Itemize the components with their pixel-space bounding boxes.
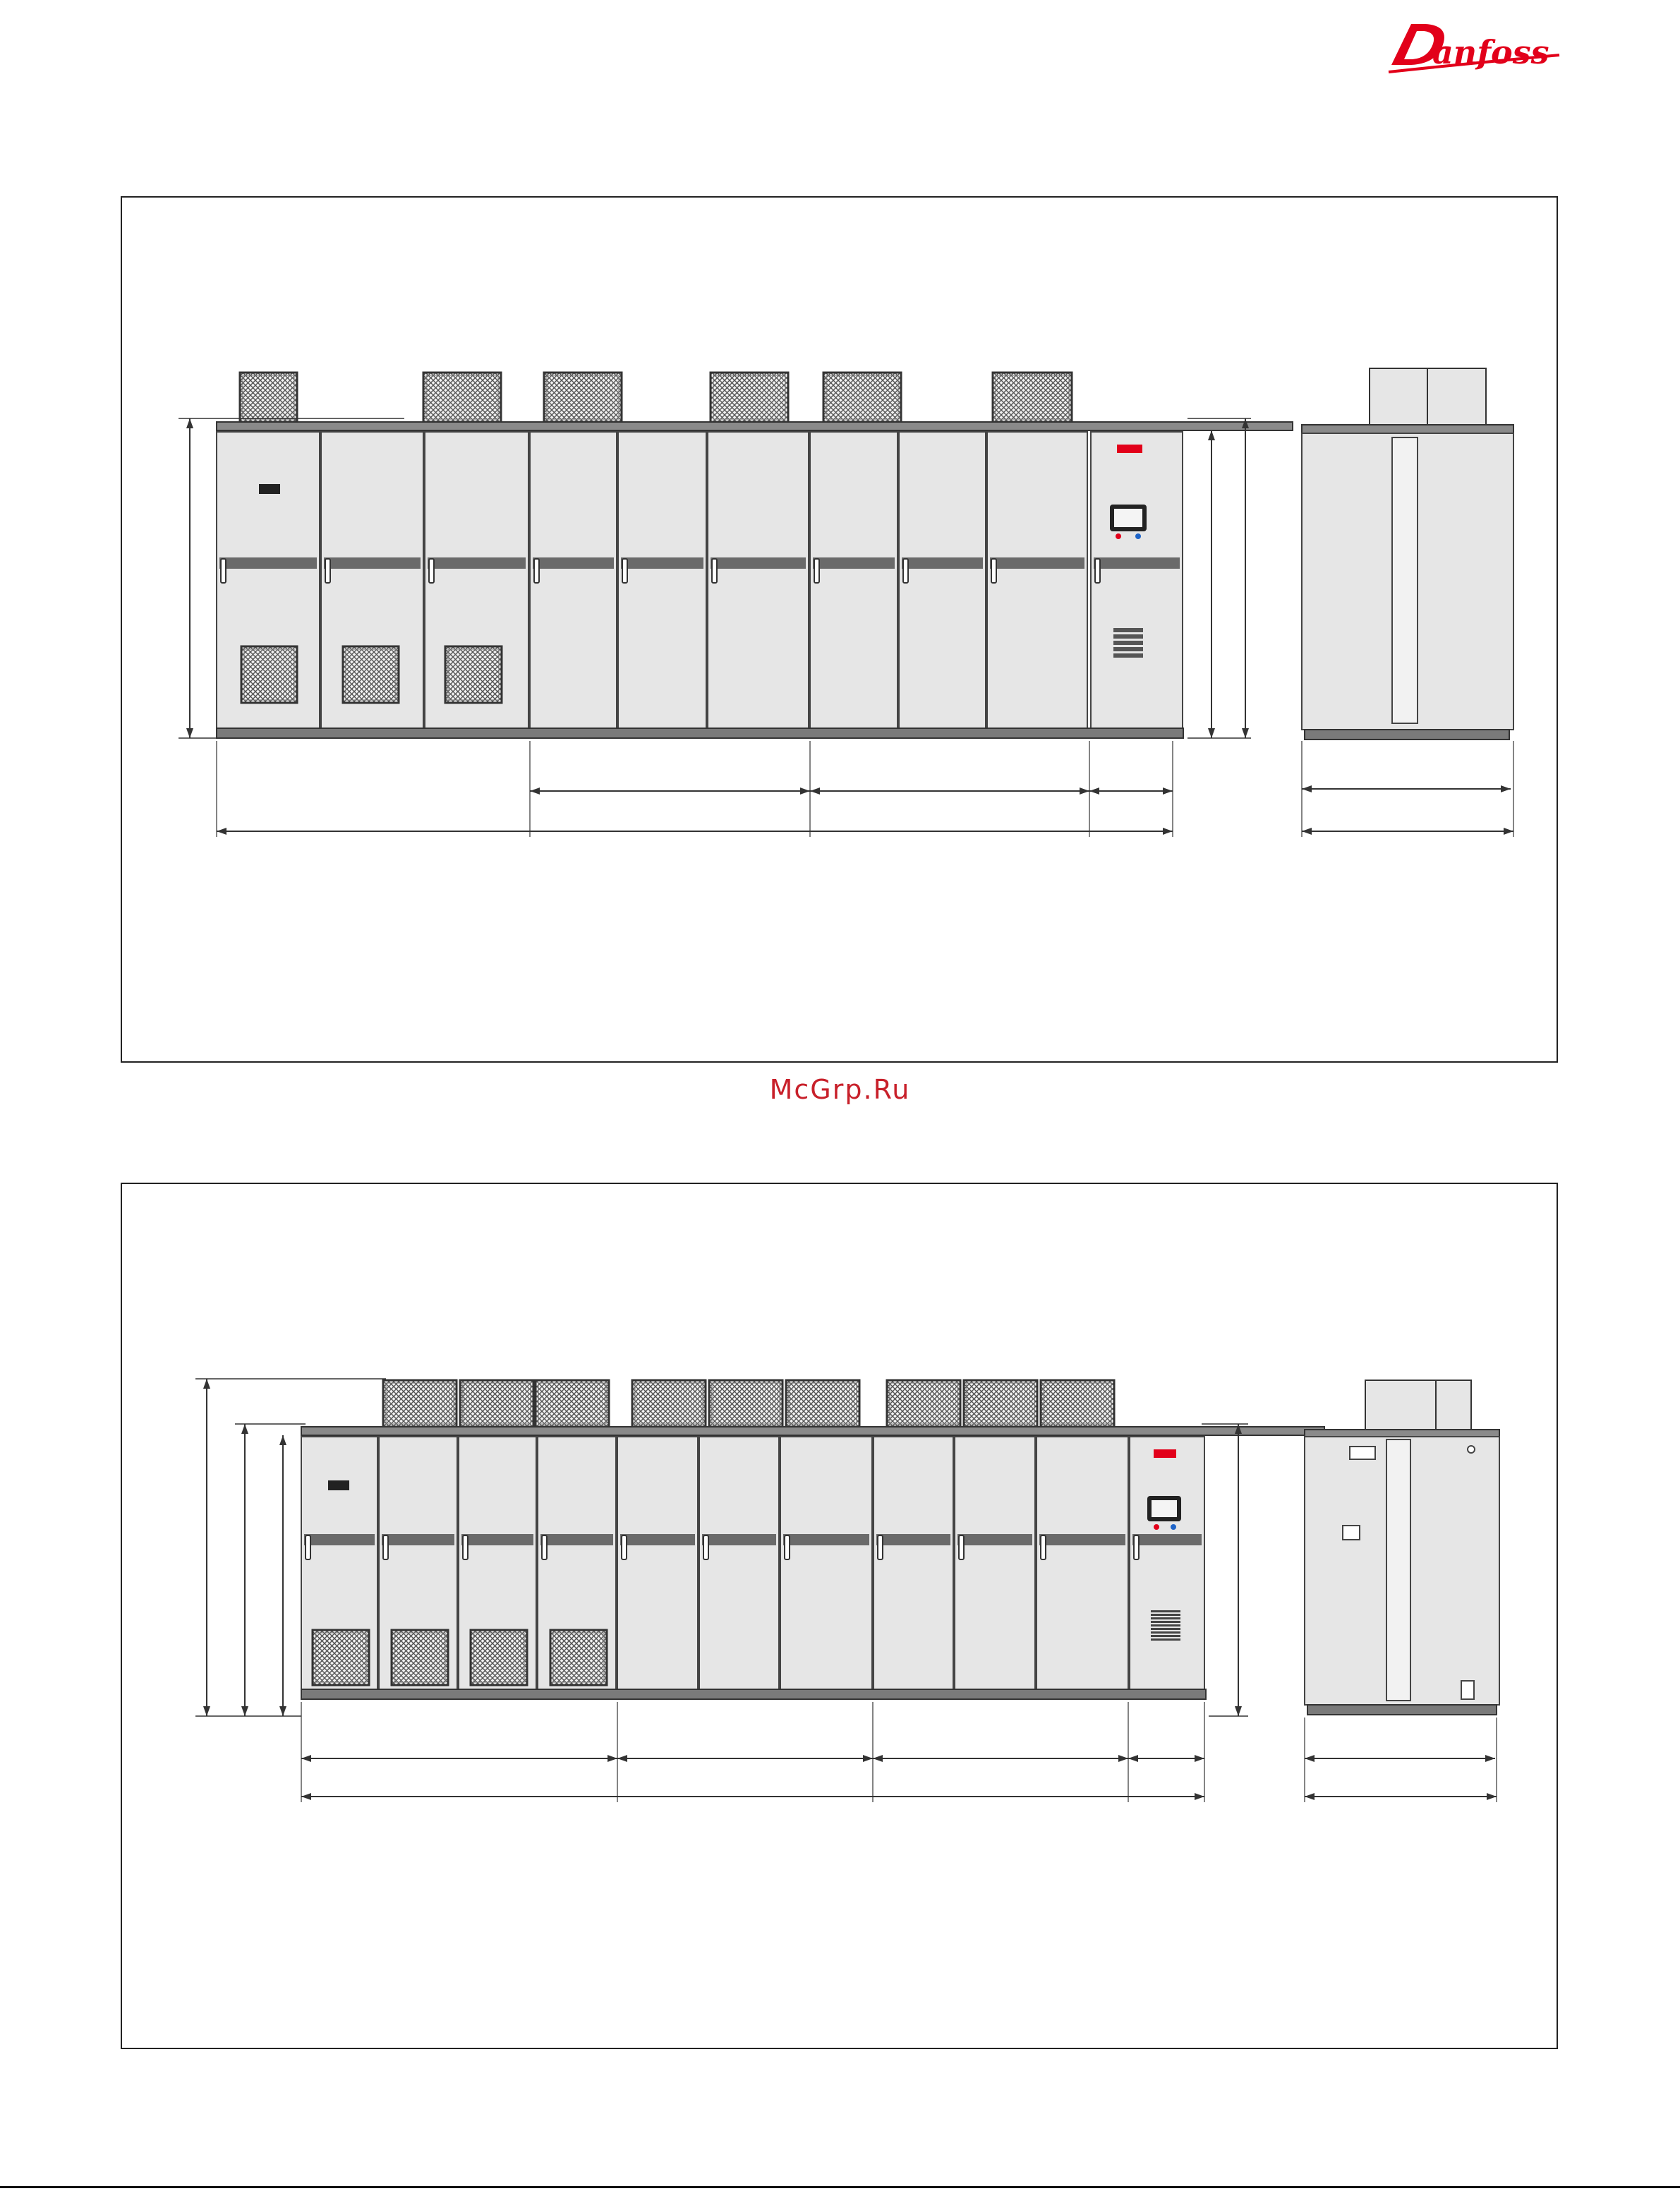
door-band [428, 557, 526, 569]
vent-slot [1151, 1638, 1180, 1641]
door-handle [703, 1535, 708, 1559]
door-handle [903, 559, 908, 583]
svg-text:anfoss: anfoss [1432, 33, 1549, 71]
door-band [324, 557, 421, 569]
cabinet-door-7 [810, 432, 898, 728]
vent-slot [1113, 628, 1143, 632]
door-band [461, 1534, 533, 1545]
control-cabinet-door [1091, 432, 1183, 728]
top-fan-5 [823, 373, 901, 422]
door-band [902, 557, 983, 569]
cabinet-door-8 [874, 1437, 953, 1689]
door-handle [463, 1535, 468, 1559]
door-handle [306, 1535, 310, 1559]
side-plinth [1307, 1705, 1497, 1715]
door-handle [221, 559, 226, 583]
plinth [217, 728, 1183, 738]
side-box [1461, 1681, 1474, 1699]
door-handle [785, 1535, 790, 1559]
door-handle [1041, 1535, 1046, 1559]
door-band [990, 557, 1084, 569]
cabinet-drawing-2 [122, 1184, 1559, 2051]
door-band [533, 557, 614, 569]
indicator-blue [1171, 1524, 1176, 1530]
door-handle [622, 559, 627, 583]
cabinet-door-5 [618, 432, 706, 728]
vent-slot [1113, 653, 1143, 658]
vent-slot [1151, 1628, 1180, 1630]
indicator-blue [1135, 533, 1141, 539]
top-fan-6 [993, 373, 1072, 422]
door-handle [1095, 559, 1100, 583]
top-fan-5 [709, 1380, 782, 1427]
drawing-frame-1 [121, 196, 1558, 1063]
cabinet-door-8 [899, 432, 986, 728]
top-fan-2 [423, 373, 501, 422]
drawing-frame-2 [121, 1183, 1558, 2049]
door-handle [383, 1535, 388, 1559]
vent-slot [1151, 1610, 1180, 1612]
door-filter-1 [313, 1630, 369, 1685]
door-handle [429, 559, 434, 583]
door-handle [814, 559, 819, 583]
side-top-unit [1365, 1380, 1471, 1430]
top-fan-7 [887, 1380, 960, 1427]
top-fan-2 [460, 1380, 533, 1427]
cabinet-door-9 [987, 432, 1087, 728]
door-handle [878, 1535, 883, 1559]
top-fan-4 [711, 373, 788, 422]
door-handle [959, 1535, 964, 1559]
side-roof [1302, 425, 1513, 433]
hmi-display [1114, 509, 1142, 527]
door-filter-1 [241, 646, 297, 703]
door-filter-3 [445, 646, 502, 703]
footer-rule [0, 2186, 1680, 2188]
roof-plate [217, 422, 1293, 430]
top-fan-3 [544, 373, 622, 422]
door-band [621, 557, 703, 569]
name-plate [328, 1480, 349, 1490]
cabinet-door-5 [617, 1437, 698, 1689]
door-band [382, 1534, 454, 1545]
control-label-red [1117, 445, 1142, 453]
name-plate [259, 484, 280, 494]
door-handle [712, 559, 717, 583]
door-band [783, 1534, 869, 1545]
top-fan-8 [964, 1380, 1037, 1427]
door-filter-3 [471, 1630, 527, 1685]
door-handle [542, 1535, 547, 1559]
door-band [813, 557, 895, 569]
door-band [304, 1534, 375, 1545]
door-band [1132, 1534, 1202, 1545]
door-handle [1134, 1535, 1139, 1559]
cabinet-door-7 [780, 1437, 872, 1689]
vent-slot [1151, 1631, 1180, 1634]
danfoss-logo [1383, 14, 1566, 85]
cabinet-door-9 [955, 1437, 1035, 1689]
control-label-red [1154, 1449, 1176, 1458]
door-handle [534, 559, 539, 583]
vent-slot [1151, 1621, 1180, 1623]
cabinet-door-6 [708, 432, 809, 728]
indicator-red [1116, 533, 1121, 539]
vent-slot [1113, 634, 1143, 639]
door-band [219, 557, 317, 569]
vent-slot [1151, 1617, 1180, 1619]
cabinet-door-10 [1037, 1437, 1128, 1689]
door-handle [325, 559, 330, 583]
top-fan-3 [536, 1380, 609, 1427]
door-handle [622, 1535, 627, 1559]
door-band [711, 557, 806, 569]
plinth [301, 1689, 1206, 1699]
door-filter-2 [343, 646, 399, 703]
vent-slot [1113, 647, 1143, 651]
cabinet-drawing-1 [122, 198, 1559, 1064]
door-handle [991, 559, 996, 583]
door-band [957, 1534, 1032, 1545]
door-filter-2 [392, 1630, 448, 1685]
vent-slot [1151, 1624, 1180, 1626]
side-label [1350, 1447, 1375, 1459]
watermark-text: McGrp.Ru [769, 1074, 911, 1105]
door-band [1039, 1534, 1125, 1545]
cabinet-door-6 [699, 1437, 779, 1689]
door-band [620, 1534, 695, 1545]
control-cabinet-door [1130, 1437, 1204, 1689]
hmi-display [1152, 1500, 1177, 1517]
indicator-red [1154, 1524, 1159, 1530]
top-fan-1 [240, 373, 297, 422]
vent-slot [1113, 641, 1143, 645]
door-band [540, 1534, 613, 1545]
side-plinth [1305, 730, 1509, 740]
side-window [1343, 1526, 1360, 1540]
top-fan-6 [786, 1380, 859, 1427]
door-band [702, 1534, 776, 1545]
side-duct [1392, 437, 1418, 723]
top-fan-1 [383, 1380, 457, 1427]
side-duct [1386, 1439, 1410, 1701]
side-roof [1305, 1430, 1499, 1437]
top-fan-9 [1041, 1380, 1114, 1427]
vent-slot [1151, 1635, 1180, 1637]
door-band [876, 1534, 950, 1545]
door-filter-4 [550, 1630, 607, 1685]
door-band [1094, 557, 1180, 569]
vent-slot [1151, 1614, 1180, 1616]
top-fan-4 [632, 1380, 706, 1427]
roof-plate [301, 1427, 1324, 1435]
side-gland [1468, 1446, 1475, 1453]
cabinet-door-4 [530, 432, 617, 728]
